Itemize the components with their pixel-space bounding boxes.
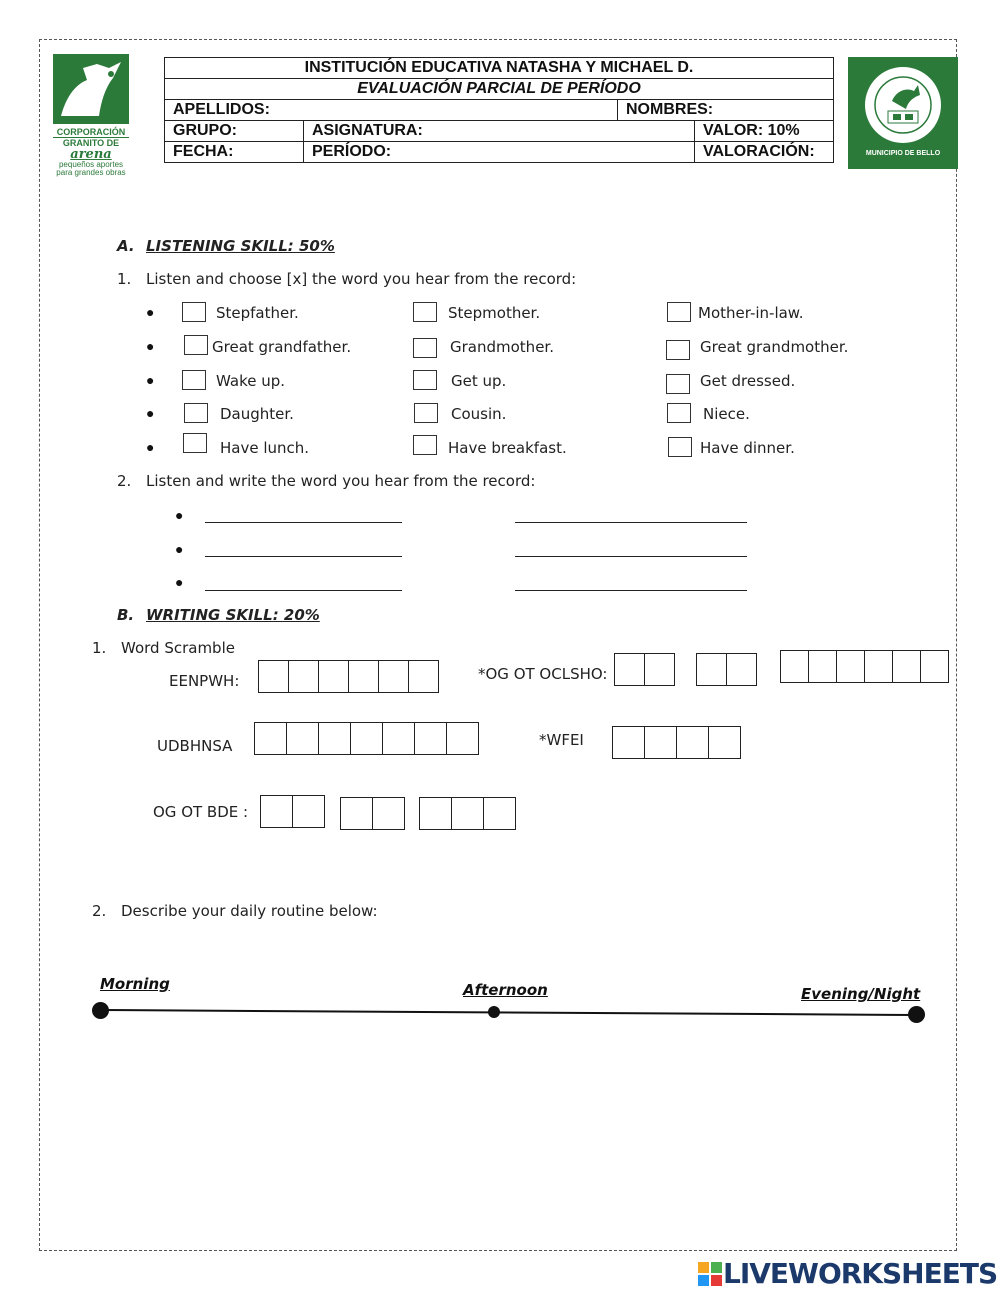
timeline-line xyxy=(88,998,928,1028)
option-niece: Niece. xyxy=(703,405,750,423)
section-a-letter: A. xyxy=(117,237,135,255)
letter-box[interactable] xyxy=(258,660,289,693)
letter-box[interactable] xyxy=(451,797,484,830)
letter-box[interactable] xyxy=(254,722,287,755)
answer-line[interactable] xyxy=(515,556,747,557)
question-b1-number: 1. xyxy=(92,639,107,657)
letter-grid-go xyxy=(614,653,675,686)
bullet: ● xyxy=(146,372,155,388)
nombres-field[interactable]: NOMBRES: xyxy=(618,100,834,121)
timeline-afternoon-dot xyxy=(488,1006,500,1018)
checkbox-stepfather[interactable] xyxy=(182,302,206,322)
bullet: ● xyxy=(146,405,155,421)
bullet: ● xyxy=(175,541,184,557)
answer-line[interactable] xyxy=(205,556,402,557)
bullet: ● xyxy=(175,574,184,590)
bullet: ● xyxy=(175,507,184,523)
timeline-evening-label: Evening/Night xyxy=(801,985,921,1003)
apellidos-field[interactable]: APELLIDOS: xyxy=(165,100,618,121)
checkbox-have-lunch[interactable] xyxy=(183,433,207,453)
scramble-eenpwh: EENPWH: xyxy=(169,672,240,690)
letter-grid-wake-up-word xyxy=(258,660,439,693)
checkbox-mother-in-law[interactable] xyxy=(667,302,691,322)
checkbox-niece[interactable] xyxy=(667,403,691,423)
checkbox-wake-up[interactable] xyxy=(182,370,206,390)
evaluation-title: EVALUACIÓN PARCIAL DE PERÍODO xyxy=(165,79,834,100)
letter-box[interactable] xyxy=(372,797,405,830)
question-a2-text: Listen and write the word you hear from the record: xyxy=(146,472,536,490)
option-mother-in-law: Mother-in-law. xyxy=(698,304,804,322)
question-a2-number: 2. xyxy=(117,472,132,490)
checkbox-have-breakfast[interactable] xyxy=(413,435,437,455)
scramble-udbhnsa: UDBHNSA xyxy=(157,737,233,755)
letter-box[interactable] xyxy=(350,722,383,755)
letter-box[interactable] xyxy=(864,650,893,683)
letter-box[interactable] xyxy=(260,795,293,828)
bullet: ● xyxy=(146,439,155,455)
letter-box[interactable] xyxy=(382,722,415,755)
checkbox-great-grandfather[interactable] xyxy=(184,335,208,355)
option-stepfather: Stepfather. xyxy=(216,304,299,322)
letter-box[interactable] xyxy=(614,653,645,686)
letter-grid-bed xyxy=(419,797,516,830)
letter-grid-wife xyxy=(612,726,741,759)
letter-box[interactable] xyxy=(708,726,741,759)
logo-line5: para grandes obras xyxy=(56,168,126,177)
letter-box[interactable] xyxy=(348,660,379,693)
question-a1-number: 1. xyxy=(117,270,132,288)
option-have-dinner: Have dinner. xyxy=(700,439,795,457)
answer-line[interactable] xyxy=(205,522,402,523)
timeline-morning-label: Morning xyxy=(100,975,170,993)
scramble-wfei: *WFEI xyxy=(539,731,584,749)
letter-box[interactable] xyxy=(292,795,325,828)
scramble-og-ot-bde: OG OT BDE : xyxy=(153,803,249,821)
question-b1-text: Word Scramble xyxy=(121,639,235,657)
grupo-field[interactable]: GRUPO: xyxy=(165,121,304,142)
letter-box[interactable] xyxy=(836,650,865,683)
granito-logo-emblem xyxy=(53,54,129,124)
option-great-grandmother: Great grandmother. xyxy=(700,338,849,356)
letter-box[interactable] xyxy=(780,650,809,683)
letter-grid-to-2 xyxy=(340,797,405,830)
timeline-afternoon-label: Afternoon xyxy=(463,981,548,999)
option-daughter: Daughter. xyxy=(220,405,294,423)
checkbox-grandmother[interactable] xyxy=(413,338,437,358)
option-get-dressed: Get dressed. xyxy=(700,372,796,390)
fecha-field[interactable]: FECHA: xyxy=(165,142,304,163)
bullet: ● xyxy=(146,338,155,354)
timeline-evening-dot xyxy=(908,1006,925,1023)
section-b-title: WRITING SKILL: 20% xyxy=(146,606,320,624)
letter-box[interactable] xyxy=(676,726,709,759)
logo-line3: arena xyxy=(70,147,112,162)
letter-grid-go-2 xyxy=(260,795,325,828)
asignatura-field[interactable]: ASIGNATURA: xyxy=(304,121,695,142)
letter-box[interactable] xyxy=(419,797,452,830)
bullet: ● xyxy=(146,304,155,320)
letter-box[interactable] xyxy=(612,726,645,759)
letter-box[interactable] xyxy=(318,722,351,755)
valoracion-field[interactable]: VALORACIÓN: xyxy=(694,142,833,163)
letter-box[interactable] xyxy=(920,650,949,683)
periodo-field[interactable]: PERÍODO: xyxy=(304,142,695,163)
logo-line4: pequeños aportes xyxy=(58,160,124,169)
checkbox-daughter[interactable] xyxy=(184,403,208,423)
option-get-up: Get up. xyxy=(451,372,507,390)
checkbox-great-grandmother[interactable] xyxy=(666,340,690,360)
letter-grid-husband xyxy=(254,722,479,755)
answer-line[interactable] xyxy=(515,590,747,591)
letter-grid-to xyxy=(696,653,757,686)
timeline-morning-dot xyxy=(92,1002,109,1019)
checkbox-stepmother[interactable] xyxy=(413,302,437,322)
letter-box[interactable] xyxy=(378,660,409,693)
checkbox-have-dinner[interactable] xyxy=(668,437,692,457)
letter-box[interactable] xyxy=(286,722,319,755)
letter-box[interactable] xyxy=(808,650,837,683)
header-table xyxy=(164,57,834,163)
institution-name: INSTITUCIÓN EDUCATIVA NATASHA Y MICHAEL D. xyxy=(165,58,834,79)
answer-line[interactable] xyxy=(205,590,402,591)
letter-box[interactable] xyxy=(726,653,757,686)
letter-box[interactable] xyxy=(483,797,516,830)
letter-box[interactable] xyxy=(288,660,319,693)
checkbox-get-up[interactable] xyxy=(413,370,437,390)
option-cousin: Cousin. xyxy=(451,405,507,423)
option-great-grandfather: Great grandfather. xyxy=(212,338,352,356)
letter-box[interactable] xyxy=(892,650,921,683)
logo-line1: CORPORACIÓN xyxy=(56,127,126,137)
granito-de-arena-logo xyxy=(53,54,129,182)
letter-box[interactable] xyxy=(414,722,447,755)
valor-field: VALOR: 10% xyxy=(695,121,834,142)
option-have-breakfast: Have breakfast. xyxy=(448,439,567,457)
letter-box[interactable] xyxy=(340,797,373,830)
answer-line[interactable] xyxy=(515,522,747,523)
letter-box[interactable] xyxy=(644,726,677,759)
option-grandmother: Grandmother. xyxy=(450,338,554,356)
option-stepmother: Stepmother. xyxy=(448,304,541,322)
letter-box[interactable] xyxy=(318,660,349,693)
checkbox-get-dressed[interactable] xyxy=(666,374,690,394)
option-wake-up: Wake up. xyxy=(216,372,286,390)
section-b-letter: B. xyxy=(117,606,135,624)
section-a-title: LISTENING SKILL: 50% xyxy=(146,237,335,255)
checkbox-cousin[interactable] xyxy=(414,403,438,423)
liveworksheets-icon xyxy=(697,1261,723,1287)
letter-box[interactable] xyxy=(408,660,439,693)
question-b2-text: Describe your daily routine below: xyxy=(121,902,378,920)
question-a1-text: Listen and choose [x] the word you hear from the record: xyxy=(146,270,577,288)
logo-line2: GRANITO DE xyxy=(53,137,129,148)
letter-grid-school xyxy=(780,650,949,683)
letter-box[interactable] xyxy=(446,722,479,755)
scramble-og-ot-oclsho: *OG OT OCLSHO: xyxy=(478,665,608,683)
liveworksheets-logo[interactable] xyxy=(697,1257,997,1290)
school-seal-logo xyxy=(848,57,958,169)
option-have-lunch: Have lunch. xyxy=(220,439,310,457)
seal-caption: MUNICIPIO DE BELLO xyxy=(865,150,941,157)
letter-box[interactable] xyxy=(696,653,727,686)
letter-box[interactable] xyxy=(644,653,675,686)
question-b2-number: 2. xyxy=(92,902,107,920)
liveworksheets-brand: LIVEWORKSHEETS xyxy=(723,1257,998,1290)
